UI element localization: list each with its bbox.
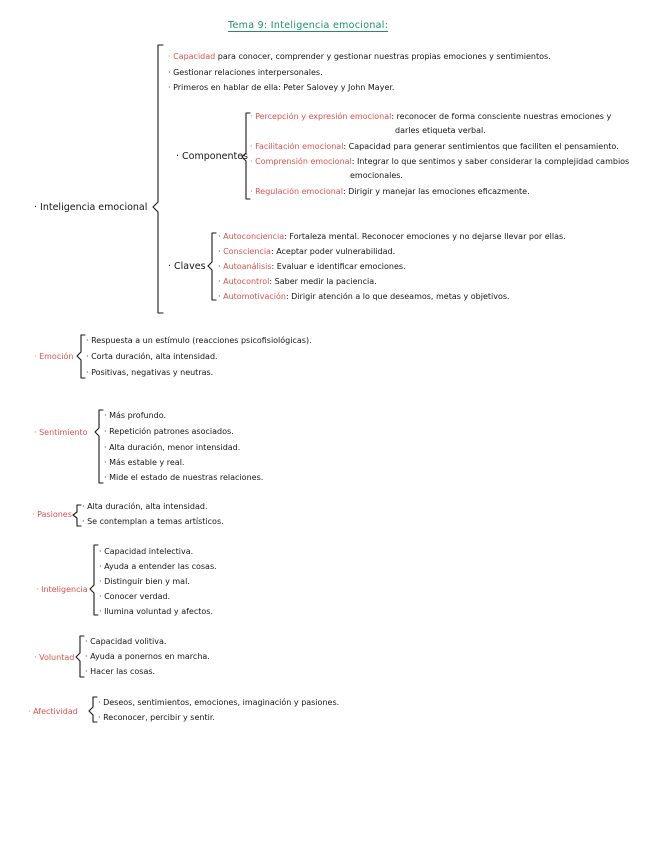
clave-item: · Autocontrol: Saber medir la paciencia. — [218, 277, 377, 286]
voluntad-item: · Ayuda a ponernos en marcha. — [85, 652, 210, 661]
clave-text: : Dirigir atención a lo que deseamos, metas y objetivos. — [285, 292, 510, 301]
clave-term: Autoanálisis — [223, 262, 272, 271]
brace-pasiones — [73, 505, 81, 526]
brace-claves — [208, 233, 216, 300]
capacidad-line — [168, 52, 551, 62]
topic-voluntad: · Voluntad — [34, 653, 75, 662]
afectividad-item: · Deseos, sentimientos, emociones, imaginación y pasiones. — [98, 698, 340, 707]
topic-inteligencia: · Inteligencia — [36, 585, 88, 594]
claves-label: · Claves — [168, 261, 206, 272]
componente-term: · Facilitación emocional — [250, 142, 344, 151]
inteligencia-item: · Ilumina voluntad y afectos. — [99, 607, 213, 616]
sentimiento-item: · Más estable y real. — [104, 458, 185, 467]
componente-item-cont: darles etiqueta verbal. — [395, 126, 486, 135]
topic-emocion: · Emoción — [34, 352, 74, 361]
clave-term: Autoconciencia — [223, 232, 285, 241]
brace-sentimiento — [95, 410, 103, 483]
componente-item-cont: emocionales. — [350, 171, 403, 180]
clave-term: Automotivación — [223, 292, 286, 301]
componente-text: : Capacidad para generar sentimientos que faciliten el pensamiento. — [343, 142, 619, 151]
sentimiento-item: · Mide el estado de nuestras relaciones. — [104, 473, 264, 482]
componentes-label: · Componentes — [176, 151, 248, 162]
capacidad-term: · Capacidad — [168, 52, 216, 61]
brace-voluntad — [76, 636, 84, 677]
componente-text: : Dirigir y manejar las emociones eficazmente. — [342, 187, 530, 196]
clave-text: : Fortaleza mental. Reconocer emociones y no dejarse llevar por ellas. — [284, 232, 566, 241]
brace-emocion — [77, 335, 85, 378]
inteligencia-item: · Capacidad intelectiva. — [99, 547, 194, 556]
clave-item: · Automotivación: Dirigir atención a lo que deseamos, metas y objetivos. — [218, 292, 510, 301]
sentimiento-item: · Repetición patrones asociados. — [104, 427, 234, 436]
clave-item: · Autoanálisis: Evaluar e identificar emociones. — [218, 262, 406, 271]
componente-text: : Integrar lo que sentimos y saber considerar la complejidad cambios — [351, 157, 630, 166]
inteligencia-item: · Conocer verdad. — [99, 592, 171, 601]
componente-term: · Percepción y expresión emocional — [250, 112, 392, 121]
componente-item — [250, 187, 530, 197]
inteligencia-item: · Ayuda a entender las cosas. — [99, 562, 217, 571]
clave-text: : Saber medir la paciencia. — [269, 277, 377, 286]
clave-term: Autocontrol — [223, 277, 270, 286]
voluntad-item: · Hacer las cosas. — [85, 667, 156, 676]
sentimiento-item: · Más profundo. — [104, 411, 167, 420]
clave-item: · Autoconciencia: Fortaleza mental. Reconocer emociones y no dejarse llevar por ellas. — [218, 232, 566, 241]
brace-afectividad — [89, 697, 97, 722]
componente-item — [250, 142, 619, 152]
brace-inteligencia — [90, 545, 98, 615]
emocion-item: · Positivas, negativas y neutras. — [86, 368, 214, 377]
topic-sentimiento: · Sentimiento — [34, 428, 88, 437]
gestionar-line: · Gestionar relaciones interpersonales. — [168, 68, 323, 77]
voluntad-item: · Capacidad volitiva. — [85, 637, 167, 646]
emocion-item: · Respuesta a un estímulo (reacciones psicofisiológicas). — [86, 336, 312, 345]
clave-text: : Evaluar e identificar emociones. — [271, 262, 406, 271]
topic-inteligencia-emocional: · Inteligencia emocional — [34, 202, 148, 213]
topic-pasiones: · Pasiones — [32, 510, 72, 519]
componente-term: · Comprensión emocional — [250, 157, 352, 166]
brace-inteligencia-emocional — [153, 45, 163, 313]
pasiones-item: · Se contemplan a temas artísticos. — [82, 517, 224, 526]
componente-item — [250, 157, 629, 167]
afectividad-item: · Reconocer, percibir y sentir. — [98, 713, 215, 722]
topic-afectividad: · Afectividad — [28, 707, 78, 716]
componente-item — [250, 112, 611, 122]
clave-text: : Aceptar poder vulnerabilidad. — [270, 247, 396, 256]
primeros-line: · Primeros en hablar de ella: Peter Salovey y John Mayer. — [168, 83, 395, 92]
inteligencia-item: · Distinguir bien y mal. — [99, 577, 190, 586]
clave-item: · Consciencia: Aceptar poder vulnerabilidad. — [218, 247, 396, 256]
componente-term: · Regulación emocional — [250, 187, 343, 196]
componente-text: : reconocer de forma consciente nuestras emociones y — [391, 112, 612, 121]
capacidad-text: para conocer, comprender y gestionar nuestras propias emociones y sentimientos. — [215, 52, 551, 61]
sentimiento-item: · Alta duración, menor intensidad. — [104, 443, 241, 452]
page-title-text: Tema 9: Inteligencia emocional: — [228, 20, 389, 31]
emocion-item: · Corta duración, alta intensidad. — [86, 352, 218, 361]
clave-term: Consciencia — [223, 247, 271, 256]
pasiones-item: · Alta duración, alta intensidad. — [82, 502, 208, 511]
